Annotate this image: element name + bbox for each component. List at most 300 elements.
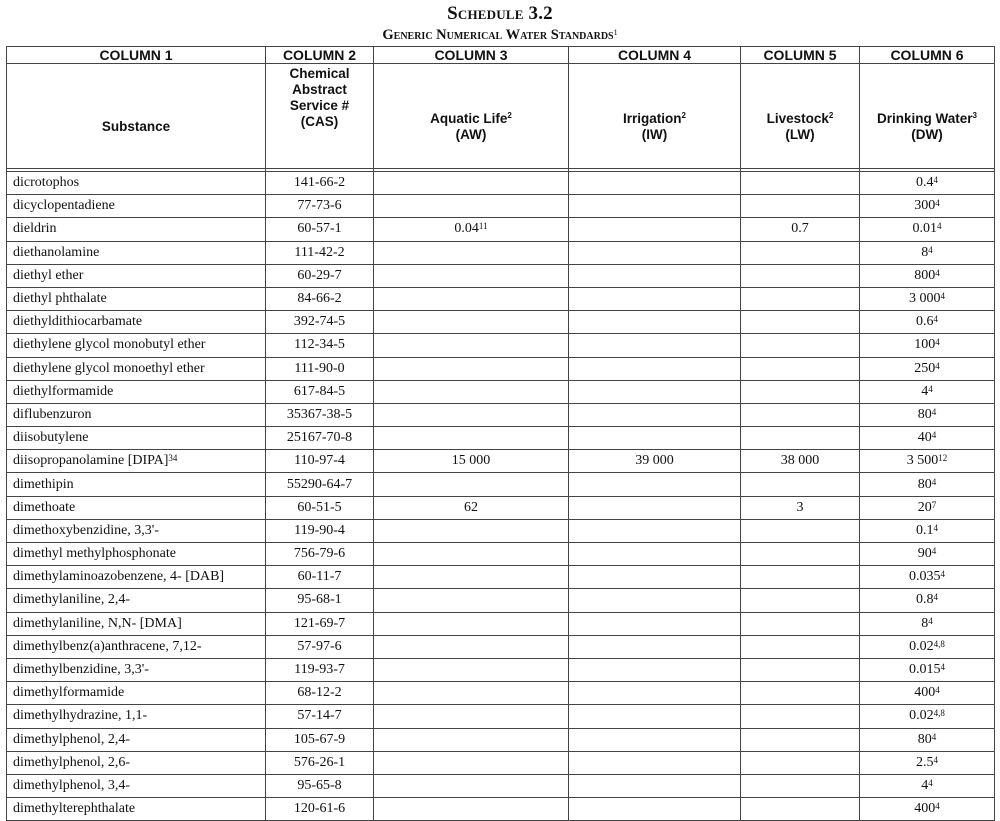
header-cas <box>266 64 374 169</box>
cell-substance-value: diethylformamide <box>13 383 114 399</box>
cell-substance <box>7 728 266 751</box>
cell-drinking-water-footnote: 4 <box>928 615 933 626</box>
cell-drinking-water <box>860 543 995 566</box>
cell-aquatic-life <box>374 705 569 728</box>
cell-drinking-water-value: 300 <box>914 198 936 214</box>
cell-drinking-water <box>860 589 995 612</box>
cell-livestock-value: 3 <box>796 499 804 515</box>
cell-drinking-water <box>860 334 995 357</box>
cell-aquatic-life <box>374 496 569 519</box>
cell-drinking-water-value: 0.02 <box>909 638 934 654</box>
cell-drinking-water-value: 8 <box>921 244 929 260</box>
cell-drinking-water-footnote: 12 <box>938 453 948 464</box>
header-cas-line: Service # <box>289 98 350 113</box>
cell-drinking-water <box>860 287 995 310</box>
cell-aquatic-life <box>374 264 569 287</box>
table-row <box>7 705 995 728</box>
cell-substance <box>7 403 266 426</box>
cell-drinking-water-value: 0.8 <box>916 592 934 608</box>
cell-drinking-water <box>860 519 995 542</box>
header-footnote: 2 <box>828 111 834 120</box>
cell-irrigation <box>569 798 741 821</box>
cell-irrigation <box>569 403 741 426</box>
cell-irrigation <box>569 682 741 705</box>
cell-cas-value: 576-26-1 <box>293 754 346 770</box>
table-row <box>7 218 995 241</box>
cell-substance <box>7 496 266 519</box>
cell-drinking-water <box>860 751 995 774</box>
cell-drinking-water <box>860 264 995 287</box>
cell-cas-value: 141-66-2 <box>293 175 346 191</box>
table-row <box>7 195 995 218</box>
cell-cas <box>266 496 374 519</box>
cell-substance <box>7 612 266 635</box>
cell-substance-value: diisobutylene <box>13 430 89 446</box>
cell-cas <box>266 334 374 357</box>
column-number-5: COLUMN 5 <box>741 47 860 64</box>
cell-substance-value: dimethoxybenzidine, 3,3'- <box>13 522 159 538</box>
cell-drinking-water-footnote: 4,8 <box>933 708 945 719</box>
cell-drinking-water-footnote: 4 <box>935 198 940 209</box>
cell-cas <box>266 728 374 751</box>
cell-irrigation <box>569 311 741 334</box>
cell-substance-value: dimethylterephthalate <box>13 801 136 817</box>
cell-substance <box>7 357 266 380</box>
cell-irrigation <box>569 241 741 264</box>
cell-cas <box>266 566 374 589</box>
cell-livestock <box>741 682 860 705</box>
cell-substance-value: dimethylphenol, 3,4- <box>13 777 131 793</box>
cell-irrigation <box>569 774 741 797</box>
cell-livestock <box>741 774 860 797</box>
cell-cas <box>266 264 374 287</box>
cell-irrigation <box>569 751 741 774</box>
cell-cas-value: 60-11-7 <box>297 569 342 585</box>
cell-substance <box>7 658 266 681</box>
cell-drinking-water-footnote: 4,8 <box>933 638 945 649</box>
table-row <box>7 357 995 380</box>
schedule-title: Schedule 3.2 <box>447 3 553 24</box>
cell-aquatic-life <box>374 612 569 635</box>
cell-drinking-water <box>860 728 995 751</box>
cell-drinking-water-value: 4 <box>921 383 929 399</box>
cell-drinking-water <box>860 774 995 797</box>
cell-aquatic-life <box>374 774 569 797</box>
cell-substance <box>7 519 266 542</box>
cell-cas <box>266 635 374 658</box>
cell-substance-value: diethanolamine <box>13 244 100 260</box>
cell-cas <box>266 357 374 380</box>
cell-irrigation <box>569 427 741 450</box>
table-row <box>7 334 995 357</box>
cell-substance <box>7 589 266 612</box>
cell-substance-value: diethyl ether <box>13 267 84 283</box>
cell-cas-value: 95-65-8 <box>297 777 342 793</box>
table-row <box>7 543 995 566</box>
cell-irrigation <box>569 728 741 751</box>
cell-livestock <box>741 195 860 218</box>
cell-livestock <box>741 403 860 426</box>
cell-substance <box>7 473 266 496</box>
cell-livestock <box>741 264 860 287</box>
cell-drinking-water-value: 0.4 <box>916 175 934 191</box>
cell-aquatic-life <box>374 658 569 681</box>
cell-substance-value: dimethyl methylphosphonate <box>13 546 176 562</box>
cell-drinking-water-footnote: 4 <box>928 383 933 394</box>
cell-cas <box>266 450 374 473</box>
cell-cas <box>266 287 374 310</box>
header-abbr: (IW) <box>641 127 668 142</box>
cell-cas-value: 57-97-6 <box>297 638 342 654</box>
cell-cas-value: 68-12-2 <box>297 685 342 701</box>
cell-substance <box>7 334 266 357</box>
cell-aquatic-life <box>374 635 569 658</box>
cell-livestock <box>741 380 860 403</box>
column-number-row <box>7 47 995 64</box>
cell-substance-value: diisopropanolamine [DIPA] <box>13 453 169 469</box>
cell-drinking-water <box>860 705 995 728</box>
cell-substance <box>7 427 266 450</box>
cell-cas-value: 55290-64-7 <box>286 476 353 492</box>
cell-cas-value: 119-90-4 <box>294 522 345 538</box>
cell-drinking-water <box>860 195 995 218</box>
table-row <box>7 264 995 287</box>
cell-substance <box>7 682 266 705</box>
cell-irrigation <box>569 635 741 658</box>
cell-irrigation <box>569 658 741 681</box>
cell-aquatic-life <box>374 241 569 264</box>
header-livestock <box>741 64 860 169</box>
header-footnote: 2 <box>507 111 512 120</box>
cell-substance-value: dimethylaniline, N,N- [DMA] <box>13 615 182 631</box>
cell-cas-value: 111-90-0 <box>294 360 345 376</box>
cell-drinking-water-footnote: 4 <box>933 522 938 533</box>
cell-aquatic-life-value: 15 000 <box>451 453 491 469</box>
cell-substance-footnote: 34 <box>168 453 178 464</box>
cell-substance <box>7 172 266 195</box>
cell-substance <box>7 311 266 334</box>
cell-livestock <box>741 612 860 635</box>
cell-livestock <box>741 218 860 241</box>
cell-drinking-water-footnote: 4 <box>933 314 938 325</box>
cell-cas-value: 60-51-5 <box>297 499 342 515</box>
cell-substance <box>7 774 266 797</box>
cell-drinking-water <box>860 311 995 334</box>
cell-drinking-water-footnote: 4 <box>931 546 937 557</box>
cell-irrigation <box>569 334 741 357</box>
table-row <box>7 287 995 310</box>
column-number-3: COLUMN 3 <box>374 47 569 64</box>
cell-substance <box>7 218 266 241</box>
cell-irrigation <box>569 264 741 287</box>
cell-drinking-water-value: 250 <box>914 360 936 376</box>
cell-cas-value: 77-73-6 <box>297 198 342 214</box>
cell-aquatic-life <box>374 403 569 426</box>
cell-substance <box>7 264 266 287</box>
column-number-4: COLUMN 4 <box>569 47 741 64</box>
cell-drinking-water-value: 800 <box>914 267 936 283</box>
cell-livestock <box>741 473 860 496</box>
cell-irrigation <box>569 450 741 473</box>
cell-aquatic-life <box>374 543 569 566</box>
cell-drinking-water-footnote: 4 <box>928 244 933 255</box>
table-row <box>7 473 995 496</box>
cell-substance <box>7 287 266 310</box>
table-row <box>7 380 995 403</box>
cell-irrigation <box>569 473 741 496</box>
cell-cas-value: 121-69-7 <box>293 615 346 631</box>
cell-drinking-water <box>860 241 995 264</box>
water-standards-table <box>6 46 995 821</box>
cell-drinking-water-footnote: 4 <box>933 754 938 765</box>
cell-livestock <box>741 357 860 380</box>
cell-substance-value: dieldrin <box>13 221 57 237</box>
cell-livestock <box>741 496 860 519</box>
table-row <box>7 241 995 264</box>
cell-cas-value: 35367-38-5 <box>286 406 353 422</box>
cell-livestock-value: 38 000 <box>780 453 820 469</box>
cell-cas-value: 60-29-7 <box>297 267 342 283</box>
cell-substance <box>7 450 266 473</box>
cell-substance <box>7 635 266 658</box>
cell-cas <box>266 682 374 705</box>
cell-substance-value: dimethylaminoazobenzene, 4- [DAB] <box>13 569 225 585</box>
cell-irrigation <box>569 496 741 519</box>
cell-drinking-water-footnote: 4 <box>931 430 937 441</box>
header-abbr: (DW) <box>911 127 943 142</box>
cell-livestock <box>741 635 860 658</box>
header-label: Livestock <box>766 111 829 126</box>
cell-cas <box>266 172 374 195</box>
header-label: Drinking Water <box>877 111 973 126</box>
cell-aquatic-life <box>374 519 569 542</box>
cell-cas-value: 57-14-7 <box>297 708 342 724</box>
cell-aquatic-life <box>374 172 569 195</box>
cell-drinking-water <box>860 450 995 473</box>
cell-drinking-water <box>860 658 995 681</box>
cell-substance <box>7 195 266 218</box>
cell-drinking-water <box>860 172 995 195</box>
cell-cas-value: 617-84-5 <box>293 383 346 399</box>
header-drinking-water <box>860 64 995 169</box>
cell-cas-value: 105-67-9 <box>293 731 346 747</box>
cell-aquatic-life-footnote: 11 <box>478 221 488 232</box>
cell-livestock <box>741 172 860 195</box>
cell-drinking-water <box>860 357 995 380</box>
cell-aquatic-life <box>374 589 569 612</box>
header-irrigation <box>569 64 741 169</box>
cell-drinking-water-value: 80 <box>917 731 932 747</box>
cell-substance-value: dimethylbenz(a)anthracene, 7,12- <box>13 638 202 654</box>
header-substance-label: Substance <box>101 119 171 134</box>
cell-drinking-water-footnote: 4 <box>940 291 945 302</box>
cell-aquatic-life <box>374 427 569 450</box>
header-cas-line: Abstract <box>292 82 347 97</box>
cell-drinking-water-footnote: 4 <box>937 221 942 232</box>
table-row <box>7 635 995 658</box>
cell-aquatic-life <box>374 287 569 310</box>
cell-drinking-water <box>860 566 995 589</box>
cell-substance-value: dimethylphenol, 2,4- <box>13 731 131 747</box>
cell-drinking-water-footnote: 4 <box>935 267 940 278</box>
cell-livestock-value: 0.7 <box>791 221 809 237</box>
cell-livestock <box>741 566 860 589</box>
cell-substance-value: dimethylbenzidine, 3,3'- <box>13 662 149 678</box>
cell-drinking-water-footnote: 4 <box>928 777 933 788</box>
cell-drinking-water-footnote: 4 <box>940 569 945 580</box>
header-footnote: 2 <box>681 111 686 120</box>
cell-aquatic-life <box>374 218 569 241</box>
cell-cas <box>266 705 374 728</box>
cell-aquatic-life <box>374 473 569 496</box>
cell-irrigation <box>569 287 741 310</box>
cell-livestock <box>741 241 860 264</box>
cell-livestock <box>741 287 860 310</box>
cell-aquatic-life-value: 62 <box>464 499 478 515</box>
column-header-row <box>7 64 995 169</box>
table-row <box>7 612 995 635</box>
cell-aquatic-life <box>374 357 569 380</box>
header-abbr: (AW) <box>455 127 487 142</box>
cell-cas-value: 112-34-5 <box>294 337 345 353</box>
table-body <box>7 172 995 821</box>
cell-cas-value: 110-97-4 <box>294 453 345 469</box>
cell-substance-value: dimethylphenol, 2,6- <box>13 754 131 770</box>
cell-aquatic-life-value: 0.04 <box>454 221 479 237</box>
table-row <box>7 682 995 705</box>
cell-cas <box>266 774 374 797</box>
cell-cas <box>266 658 374 681</box>
header-label: Aquatic Life <box>430 111 508 126</box>
cell-irrigation <box>569 705 741 728</box>
cell-livestock <box>741 450 860 473</box>
cell-drinking-water-footnote: 4 <box>933 175 938 186</box>
cell-drinking-water-value: 100 <box>914 337 936 353</box>
cell-aquatic-life <box>374 311 569 334</box>
table-row <box>7 658 995 681</box>
cell-drinking-water-value: 0.6 <box>916 314 934 330</box>
cell-substance <box>7 705 266 728</box>
cell-livestock <box>741 334 860 357</box>
table-row <box>7 450 995 473</box>
cell-cas <box>266 195 374 218</box>
cell-cas-value: 756-79-6 <box>293 546 346 562</box>
cell-cas <box>266 543 374 566</box>
cell-irrigation <box>569 357 741 380</box>
cell-drinking-water <box>860 798 995 821</box>
cell-drinking-water-footnote: 4 <box>931 406 937 417</box>
cell-substance <box>7 798 266 821</box>
cell-cas-value: 111-42-2 <box>294 244 345 260</box>
cell-substance-value: dicrotophos <box>13 175 80 191</box>
cell-cas-value: 84-66-2 <box>297 291 342 307</box>
cell-substance <box>7 566 266 589</box>
cell-substance-value: diethyl phthalate <box>13 291 107 307</box>
cell-substance-value: dimethylaniline, 2,4- <box>13 592 131 608</box>
cell-cas <box>266 519 374 542</box>
cell-drinking-water-value: 40 <box>917 430 932 446</box>
cell-irrigation <box>569 566 741 589</box>
cell-livestock <box>741 728 860 751</box>
cell-irrigation <box>569 589 741 612</box>
cell-cas <box>266 311 374 334</box>
cell-aquatic-life <box>374 682 569 705</box>
cell-irrigation <box>569 612 741 635</box>
cell-drinking-water-value: 0.035 <box>909 569 941 585</box>
cell-cas <box>266 241 374 264</box>
cell-livestock <box>741 751 860 774</box>
cell-substance-value: diflubenzuron <box>13 406 92 422</box>
cell-livestock <box>741 589 860 612</box>
cell-substance <box>7 380 266 403</box>
table-row <box>7 519 995 542</box>
header-cas-line: (CAS) <box>300 114 339 129</box>
header-footnote: 3 <box>972 111 977 120</box>
cell-livestock <box>741 311 860 334</box>
cell-drinking-water-value: 4 <box>921 777 929 793</box>
cell-drinking-water-footnote: 4 <box>931 731 937 742</box>
cell-drinking-water <box>860 380 995 403</box>
cell-cas <box>266 589 374 612</box>
header-label: Irrigation <box>623 111 682 126</box>
cell-substance-value: dimethoate <box>13 499 76 515</box>
cell-drinking-water-footnote: 4 <box>940 662 945 673</box>
cell-drinking-water-footnote: 7 <box>931 499 937 510</box>
cell-livestock <box>741 427 860 450</box>
cell-irrigation <box>569 519 741 542</box>
cell-cas <box>266 403 374 426</box>
cell-drinking-water <box>860 496 995 519</box>
cell-drinking-water-value: 0.01 <box>912 221 937 237</box>
cell-cas-value: 120-61-6 <box>293 801 346 817</box>
cell-substance-value: dicyclopentadiene <box>13 198 115 214</box>
cell-substance-value: diethylene glycol monoethyl ether <box>13 360 205 376</box>
cell-cas-value: 25167-70-8 <box>286 430 353 446</box>
cell-drinking-water-value: 0.02 <box>909 708 934 724</box>
cell-drinking-water <box>860 473 995 496</box>
cell-irrigation <box>569 172 741 195</box>
cell-cas-value: 119-93-7 <box>294 662 345 678</box>
cell-cas <box>266 751 374 774</box>
cell-irrigation <box>569 380 741 403</box>
table-row <box>7 798 995 821</box>
header-substance <box>7 64 266 169</box>
cell-substance-value: dimethylformamide <box>13 685 125 701</box>
subtitle-footnote: 1 <box>613 28 618 37</box>
cell-substance <box>7 241 266 264</box>
cell-drinking-water <box>860 682 995 705</box>
cell-drinking-water-value: 80 <box>917 406 932 422</box>
cell-aquatic-life <box>374 195 569 218</box>
cell-drinking-water-footnote: 4 <box>933 592 938 603</box>
cell-drinking-water-footnote: 4 <box>935 801 940 812</box>
table-row <box>7 566 995 589</box>
cell-drinking-water-value: 90 <box>917 546 932 562</box>
cell-cas-value: 392-74-5 <box>293 314 346 330</box>
cell-cas <box>266 473 374 496</box>
header-aquatic-life <box>374 64 569 169</box>
cell-drinking-water-footnote: 4 <box>931 476 937 487</box>
cell-aquatic-life <box>374 334 569 357</box>
cell-livestock <box>741 705 860 728</box>
cell-substance-value: dimethylhydrazine, 1,1- <box>13 708 148 724</box>
cell-livestock <box>741 543 860 566</box>
cell-cas-value: 95-68-1 <box>297 592 342 608</box>
cell-drinking-water-value: 400 <box>914 801 936 817</box>
table-row <box>7 589 995 612</box>
cell-aquatic-life <box>374 380 569 403</box>
table-row <box>7 774 995 797</box>
